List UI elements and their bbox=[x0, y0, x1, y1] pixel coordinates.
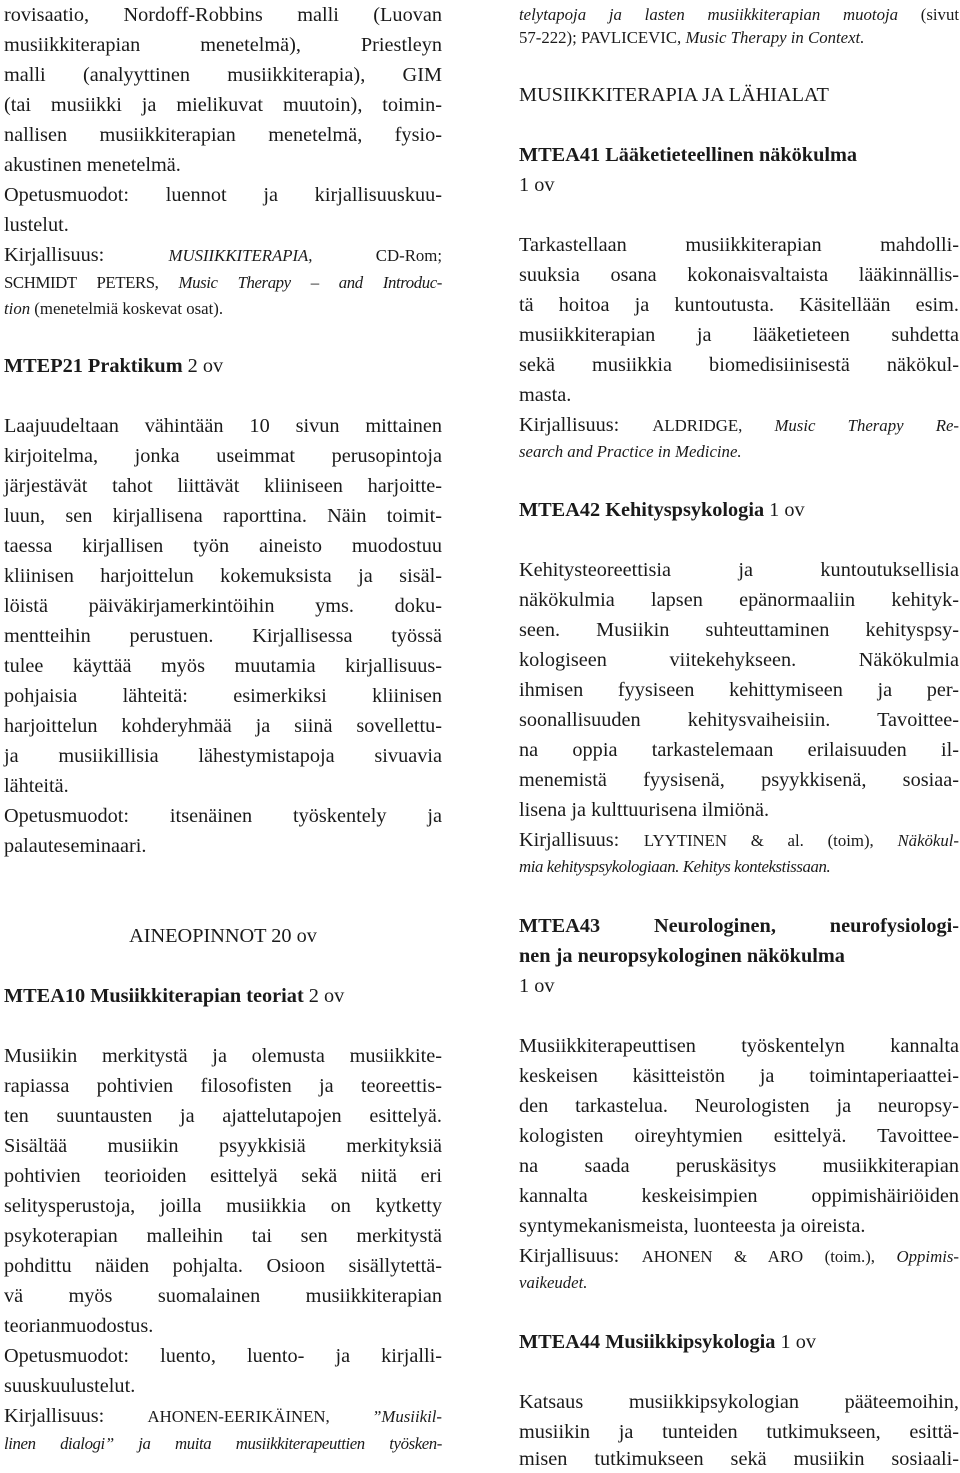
course-credits: 2 ov bbox=[182, 355, 224, 377]
literature-author: LYYTINEN & al. (toim), bbox=[643, 831, 898, 850]
text-line bbox=[519, 1268, 588, 1297]
literature-title: telytapoja ja lasten musiikkiterapian muotoja bbox=[519, 5, 899, 24]
text-line: rapiassa pohtivien filosofisten ja teoreettis- bbox=[4, 1075, 442, 1097]
text-line bbox=[4, 1402, 442, 1431]
text-line: kologisten oireyhtymien esittelyä. Tavoittee- bbox=[519, 1125, 959, 1147]
text-line: na saada peruskäsitys musiikkiterapian bbox=[519, 1155, 959, 1177]
text-line: misen tutkimukseen sekä musiikin sosiaali- bbox=[519, 1448, 959, 1470]
text-line: pohdittu näiden pohjalta. Osioon sisällytettä- bbox=[4, 1255, 442, 1277]
text-line: Musiikkiterapeuttisen työskentelyn kannalta bbox=[519, 1035, 959, 1057]
text-line bbox=[519, 826, 959, 855]
text-line: lustelut. bbox=[4, 214, 69, 236]
literature-label: Kirjallisuus: bbox=[4, 1405, 148, 1427]
text-line bbox=[4, 241, 442, 270]
course-heading-mtea44 bbox=[519, 1328, 816, 1356]
text-line bbox=[4, 294, 223, 323]
text-line: näkökulmia lapsen epänormaaliin kehityk- bbox=[519, 589, 959, 611]
text-line: syntymekanismeista, luonteesta ja oireista. bbox=[519, 1215, 866, 1237]
text-line: musiikin ja tunteiden tutkimukseen, esittä- bbox=[519, 1421, 959, 1443]
literature-text: (menetelmiä koskevat osat). bbox=[30, 299, 224, 318]
literature-author: 57-222); PAVLICEVIC, bbox=[519, 28, 686, 47]
text-line: mentteihin perustuen. Kirjallisessa työssä bbox=[4, 625, 442, 647]
section-heading-aineopinnot: AINEOPINNOT 20 ov bbox=[129, 925, 317, 947]
course-heading-mtea10 bbox=[4, 982, 344, 1010]
literature-text: CD-Rom; bbox=[312, 246, 442, 265]
text-line bbox=[519, 437, 742, 466]
text-line: Tarkastellaan musiikkiterapian mahdolli- bbox=[519, 234, 959, 256]
text-line: luun, sen kirjallisena raporttina. Näin toimit- bbox=[4, 505, 442, 527]
literature-title: ”Musiikil- bbox=[372, 1407, 442, 1426]
text-line: Opetusmuodot: luento, luento- ja kirjalli- bbox=[4, 1345, 442, 1367]
course-title: MTEP21 Praktikum bbox=[4, 355, 183, 377]
literature-author: ALDRIDGE, bbox=[652, 416, 775, 435]
text-line: kirjoitelma, jonka useimmat perusopintoja bbox=[4, 445, 442, 467]
text-line: lähteitä. bbox=[4, 775, 69, 797]
text-line: taessa kirjallisen työn aineisto muodostuu bbox=[4, 535, 442, 557]
text-line: Opetusmuodot: luennot ja kirjallisuuskuu- bbox=[4, 184, 442, 206]
text-line: pohtivien teorioiden esittelyä sekä niitä eri bbox=[4, 1165, 442, 1187]
literature-text: (sivut bbox=[898, 5, 960, 24]
text-line: harjoittelun kohderyhmää ja siinä sovellettu- bbox=[4, 715, 442, 737]
course-title: MTEA10 Musiikkiterapian teoriat bbox=[4, 985, 304, 1007]
text-line bbox=[519, 23, 864, 52]
course-title: MTEA44 Musiikkipsykologia bbox=[519, 1331, 776, 1353]
course-title: nen ja neuropsykologinen näkökulma bbox=[519, 945, 845, 967]
text-line: ihmisen fyysiseen kehittymiseen ja per- bbox=[519, 679, 959, 701]
text-line: Musiikin merkitystä ja olemusta musiikkite- bbox=[4, 1045, 442, 1067]
course-credits: 2 ov bbox=[303, 985, 345, 1007]
course-credits-mtea43: 1 ov bbox=[519, 975, 555, 997]
literature-title: Music Therapy in Context. bbox=[685, 28, 865, 47]
literature-title: search and Practice in Medicine. bbox=[519, 442, 742, 461]
text-line bbox=[4, 1429, 442, 1458]
course-title: MTEA42 Kehityspsykologia bbox=[519, 499, 765, 521]
text-line bbox=[519, 912, 959, 940]
text-line: Katsaus musiikkipsykologian pääteemoihin, bbox=[519, 1391, 959, 1413]
text-line: teorianmuodostus. bbox=[4, 1315, 154, 1337]
literature-label: Kirjallisuus: bbox=[4, 244, 169, 266]
course-credits: 1 ov bbox=[775, 1331, 816, 1353]
text-line: na oppia tarkastelemaan erilaisuuden il- bbox=[519, 739, 959, 761]
text-line bbox=[519, 942, 845, 970]
literature-title: Music Therapy Re- bbox=[774, 416, 959, 435]
course-title: MTEA41 Lääketieteellinen näkökulma bbox=[519, 144, 858, 166]
text-line bbox=[4, 268, 442, 297]
text-line: vä myös suomalainen musiikkiterapian bbox=[4, 1285, 442, 1307]
text-line: psykoterapian malleihin tai sen merkitystä bbox=[4, 1225, 442, 1247]
text-line: musiikkiterapian ja lääketieteen suhdetta bbox=[519, 324, 959, 346]
literature-title: MUSIIKKITERAPIA, bbox=[168, 246, 313, 265]
literature-label: Kirjallisuus: bbox=[519, 1245, 642, 1267]
literature-title: vaikeudet. bbox=[519, 1273, 588, 1292]
text-line: kologiseen viitekehykseen. Näkökulmia bbox=[519, 649, 959, 671]
literature-title: Oppimis- bbox=[896, 1247, 959, 1266]
literature-label: Kirjallisuus: bbox=[519, 414, 653, 436]
text-line: ten suuntausten ja ajattelutapojen esittelyä. bbox=[4, 1105, 442, 1127]
literature-author: AHONEN-EERIKÄINEN, bbox=[147, 1407, 373, 1426]
literature-author: SCHMIDT PETERS, bbox=[4, 273, 179, 292]
text-line: selitysperustoja, joilla musiikkia on kytketty bbox=[4, 1195, 442, 1217]
text-line: palauteseminaari. bbox=[4, 835, 147, 857]
section-heading-lahialat: MUSIIKKITERAPIA JA LÄHIALAT bbox=[519, 84, 829, 106]
text-line: seen. Musiikin suhteuttaminen kehityspsy- bbox=[519, 619, 959, 641]
text-line: ja musiikillisia lähestymistapoja sivuavia bbox=[4, 745, 442, 767]
course-credits: 1 ov bbox=[764, 499, 805, 521]
course-heading-mtea41 bbox=[519, 141, 857, 169]
text-line: suuskuulustelut. bbox=[4, 1375, 136, 1397]
text-line: akustinen menetelmä. bbox=[4, 154, 181, 176]
text-line: masta. bbox=[519, 384, 572, 406]
text-line: pohjaisia lähteitä: esimerkiksi kliinisen bbox=[4, 685, 442, 707]
text-line: löistä päiväkirjamerkintöihin yms. doku- bbox=[4, 595, 442, 617]
text-line: nallisen musiikkiterapian menetelmä, fysio- bbox=[4, 124, 442, 146]
text-line: kannalta keskeisimpien oppimishäiriöiden bbox=[519, 1185, 959, 1207]
text-line: soonallisuuden kehitysvaiheisiin. Tavoittee- bbox=[519, 709, 959, 731]
text-line: Sisältää musiikin psyykkisiä merkityksiä bbox=[4, 1135, 442, 1157]
text-line: keskeisen käsitteistön ja toimintaperiaattei- bbox=[519, 1065, 959, 1087]
text-line: sekä musiikkia biomedisiinisestä näkökul- bbox=[519, 354, 959, 376]
literature-title: Näkökul- bbox=[897, 831, 959, 850]
text-line bbox=[519, 1242, 959, 1271]
text-line: Laajuudeltaan vähintään 10 sivun mittainen bbox=[4, 415, 442, 437]
course-heading-mtep21 bbox=[4, 352, 223, 380]
text-line: (tai musiikki ja mielikuvat muutoin), toimin- bbox=[4, 94, 442, 116]
text-line: Opetusmuodot: itsenäinen työskentely ja bbox=[4, 805, 442, 827]
course-credits-mtea41: 1 ov bbox=[519, 174, 555, 196]
literature-title: mia kehityspsykologiaan. Kehitys kontekstissaan. bbox=[519, 857, 831, 876]
literature-title: linen dialogi” ja muita musiikkiterapeuttien työsken- bbox=[4, 1434, 442, 1453]
course-title: MTEA43 Neurologinen, neurofysiologi- bbox=[519, 915, 959, 937]
text-line: musiikkiterapian menetelmä), Priestleyn bbox=[4, 34, 442, 56]
text-line: menemistä fyysisenä, psyykkisenä, sosiaa- bbox=[519, 769, 959, 791]
course-heading-mtea42 bbox=[519, 496, 805, 524]
text-line: lisena ja kulttuurisena ilmiönä. bbox=[519, 799, 770, 821]
text-line bbox=[519, 852, 830, 881]
literature-label: Kirjallisuus: bbox=[519, 829, 644, 851]
literature-title: tion bbox=[4, 299, 31, 318]
literature-author: AHONEN & ARO (toim.), bbox=[641, 1247, 897, 1266]
text-line: Kehitysteoreettisia ja kuntoutuksellisia bbox=[519, 559, 959, 581]
text-line: den tarkastelua. Neurologisten ja neuropsy- bbox=[519, 1095, 959, 1117]
text-line: malli (analyyttinen musiikkiterapia), GIM bbox=[4, 64, 442, 86]
text-line: järjestävät tahot liittävät kliiniseen harjoitte- bbox=[4, 475, 442, 497]
text-line: tulee käyttää myös muutamia kirjallisuus- bbox=[4, 655, 442, 677]
text-line bbox=[519, 411, 959, 440]
text-line: rovisaatio, Nordoff-Robbins malli (Luovan bbox=[4, 4, 442, 26]
literature-title: Music Therapy – and Introduc- bbox=[178, 273, 442, 292]
text-line: suuksia osana kokonaisvaltaista lääkinnällis- bbox=[519, 264, 959, 286]
text-line: tä hoitoa ja kuntoutusta. Käsitellään esim. bbox=[519, 294, 959, 316]
text-line: kliinisen harjoittelun kokemuksista ja sisäl- bbox=[4, 565, 442, 587]
